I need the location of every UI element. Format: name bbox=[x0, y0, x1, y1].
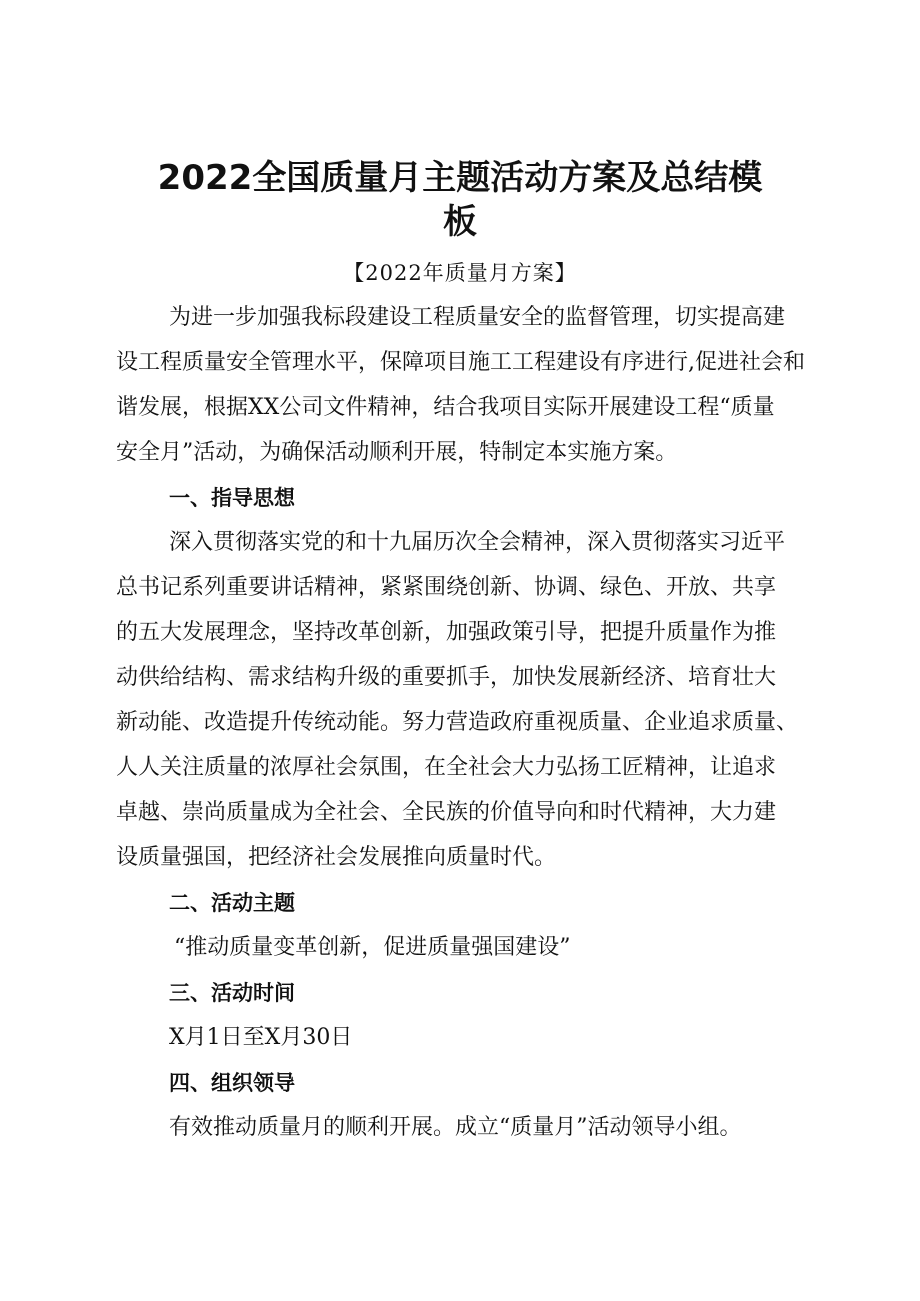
para1-line-3: 谐发展，根据XX公司文件精神，结合我项目实际开展建设工程“质量 bbox=[116, 395, 775, 420]
para2-line-1: 深入贯彻落实党的和十九届历次全会精神，深入贯彻落实习近平 bbox=[169, 530, 786, 555]
para2-line bbox=[0, 798, 920, 828]
para2-line-2: 总书记系列重要讲话精神，紧紧围绕创新、协调、绿色、开放、共享 bbox=[116, 575, 777, 600]
para3-line bbox=[0, 1113, 920, 1143]
document-subtitle: 【2022年质量月方案】 bbox=[343, 261, 577, 285]
document-title-line-2: 板 bbox=[443, 202, 477, 242]
section-heading-3: 三、活动时间 bbox=[169, 981, 295, 1005]
para2-line bbox=[0, 753, 920, 783]
para2-line bbox=[0, 528, 920, 558]
activity-theme: “推动质量变革创新，促进质量强国建设” bbox=[174, 935, 571, 960]
para2-line-4: 动供给结构、需求结构升级的重要抓手，加快发展新经济、培育壮大 bbox=[116, 665, 777, 690]
para2-line-7: 卓越、崇尚质量成为全社会、全民族的价值导向和时代精神，大力建 bbox=[116, 800, 777, 825]
para1-line-4: 安全月”活动，为确保活动顺利开展，特制定本实施方案。 bbox=[116, 440, 678, 465]
para1-line bbox=[0, 438, 920, 468]
para2-line bbox=[0, 618, 920, 648]
para3-line-1: 有效推动质量月的顺利开展。成立“质量月”活动领导小组。 bbox=[169, 1115, 742, 1140]
para1-line-2: 设工程质量安全管理水平，保障项目施工工程建设有序进行,促进社会和 bbox=[116, 350, 805, 375]
para2-line bbox=[0, 708, 920, 738]
document-title-line-1: 2022全国质量月主题活动方案及总结模 bbox=[157, 158, 763, 198]
para1-line bbox=[0, 303, 920, 333]
para2-line bbox=[0, 573, 920, 603]
para2-line bbox=[0, 663, 920, 693]
para2-line-3: 的五大发展理念，坚持改革创新，加强政策引导，把提升质量作为推 bbox=[116, 620, 777, 645]
para2-line-6: 人人关注质量的浓厚社会氛围，在全社会大力弘扬工匠精神，让追求 bbox=[116, 755, 777, 780]
section-heading-4: 四、组织领导 bbox=[169, 1071, 295, 1095]
para2-line bbox=[0, 843, 920, 873]
theme-line bbox=[0, 933, 920, 963]
para1-line-1: 为进一步加强我标段建设工程质量安全的监督管理，切实提高建 bbox=[169, 305, 786, 330]
para2-line-8: 设质量强国，把经济社会发展推向质量时代。 bbox=[116, 845, 557, 870]
para2-line-5: 新动能、改造提升传统动能。努力营造政府重视质量、企业追求质量、 bbox=[116, 710, 799, 735]
para1-line bbox=[0, 348, 920, 378]
time-line bbox=[0, 1023, 920, 1053]
para1-line bbox=[0, 393, 920, 423]
section-heading-1: 一、指导思想 bbox=[169, 486, 295, 510]
section-heading-2: 二、活动主题 bbox=[169, 891, 295, 915]
activity-time: X月1日至X月30日 bbox=[169, 1025, 353, 1050]
